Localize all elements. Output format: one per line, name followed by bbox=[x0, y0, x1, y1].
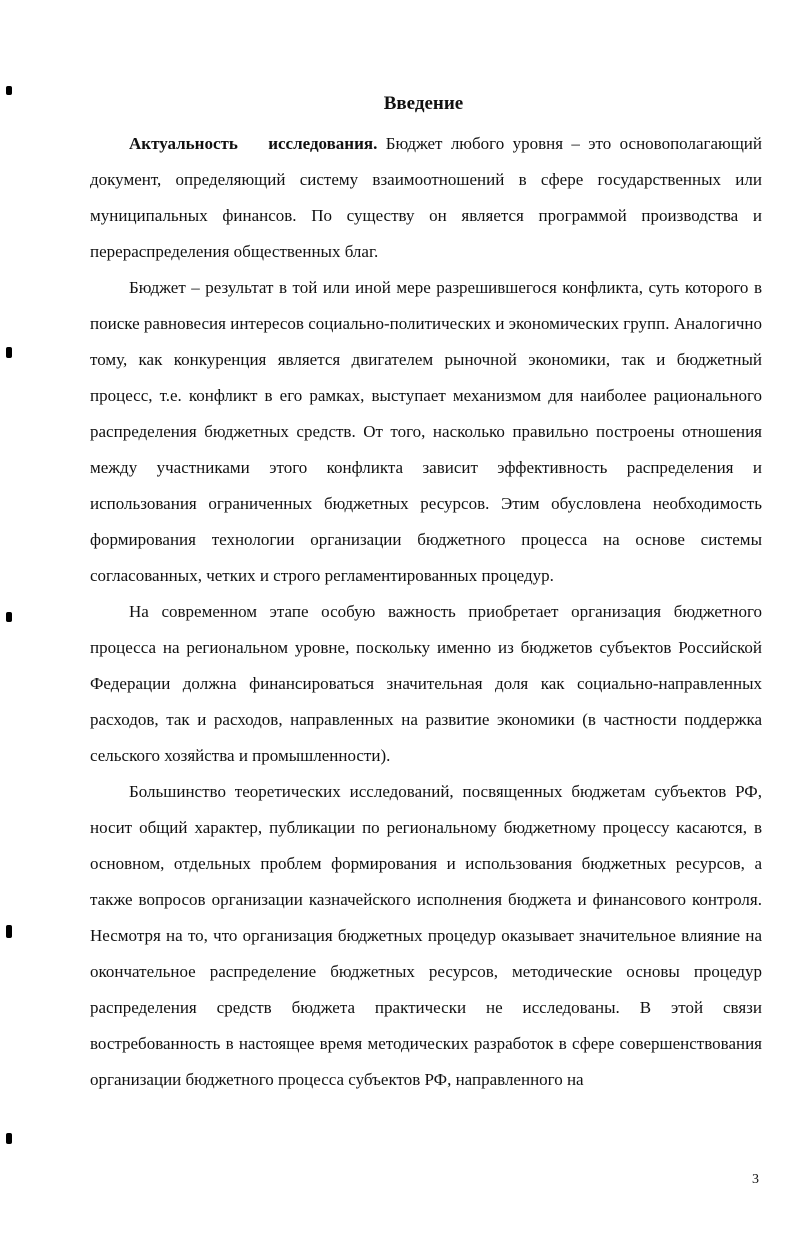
paragraph: Большинство теоретических исследований, посвященных бюджетам субъектов РФ, носит общий характер, публикации по региональному бюджетному процессу касаются, в основном, отдельных проблем формирования и использования бюджетных ресурсов, а также вопросов организации казначейского исполнения бюджета и финансового контроля. Несмотря на то, что организация бюджетных процедур оказывает значительное влияние на окончательное распределение бюджетных ресурсов, методические основы процедур распределения средств бюджета практически не исследованы. В этой связи востребованность в настоящее время методических разработок в сфере совершенствования организации бюджетного процесса субъектов РФ, направленного на bbox=[90, 782, 762, 1089]
paragraph bbox=[90, 126, 762, 270]
paragraph-bold-lead: Актуальность исследования. bbox=[129, 134, 378, 153]
punch-hole-mark bbox=[6, 925, 12, 938]
paragraph: Бюджет – результат в той или иной мере разрешившегося конфликта, суть которого в поиске равновесия интересов социально-политических и экономических групп. Аналогично тому, как конкуренция является двигателем рыночной экономики, так и бюджетный процесс, т.е. конфликт в его рамках, выступает механизмом для наиболее рационального распределения бюджетных средств. От того, насколько правильно построены отношения между участниками этого конфликта зависит эффективность распределения и использования ограниченных бюджетных ресурсов. Этим обусловлена необходимость формирования технологии организации бюджетного процесса на основе системы согласованных, четких и строго регламентированных процедур. bbox=[90, 278, 762, 585]
body-text bbox=[90, 126, 762, 1098]
page-number: 3 bbox=[752, 1172, 759, 1187]
paragraph: На современном этапе особую важность приобретает организация бюджетного процесса на региональном уровне, поскольку именно из бюджетов субъектов Российской Федерации должна финансироваться значительная доля как социально-направленных расходов, так и расходов, направленных на развитие экономики (в частности поддержка сельского хозяйства и промышленности). bbox=[90, 602, 762, 765]
punch-hole-mark bbox=[6, 1133, 12, 1144]
paragraph-text: Бюджет любого уровня – это основополагающий документ, определяющий систему взаимоотношений в сфере государственных или муниципальных финансов. По существу он является программой производства и перераспределения общественных благ. bbox=[90, 134, 762, 261]
page-title: Введение bbox=[383, 93, 464, 114]
punch-hole-mark bbox=[6, 612, 12, 622]
punch-hole-mark bbox=[6, 347, 12, 358]
